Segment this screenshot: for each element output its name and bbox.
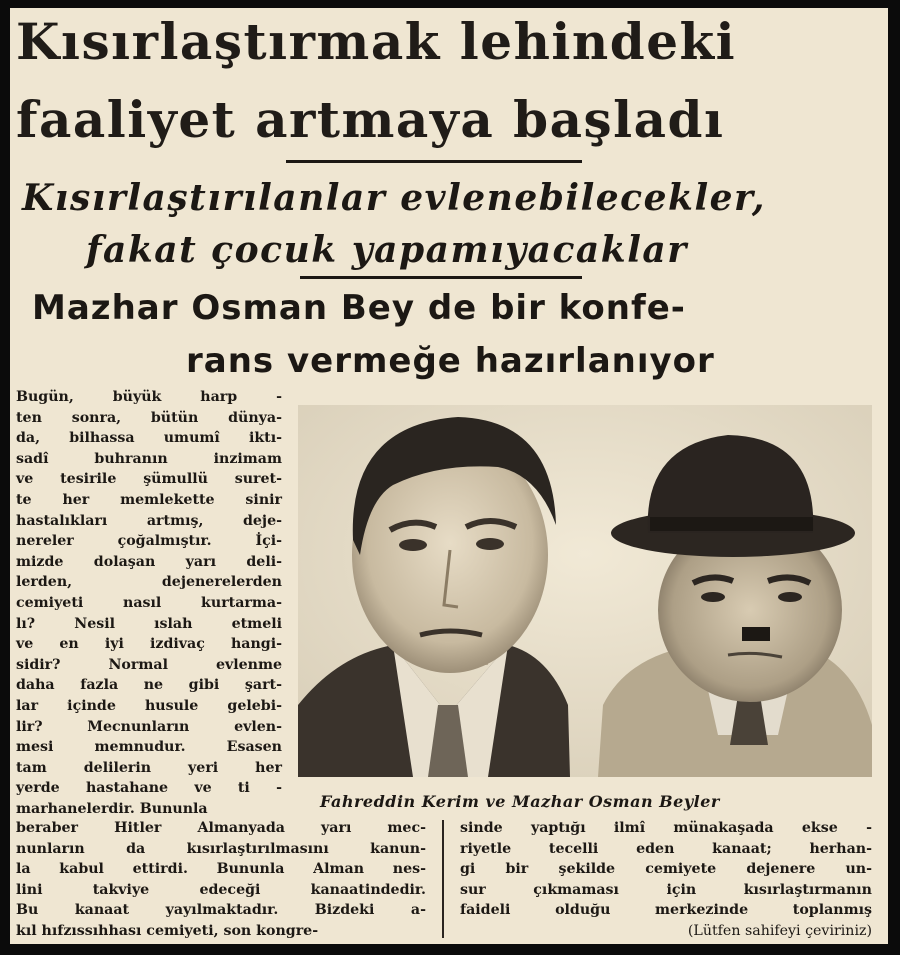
subheadline-line-1: Kısırlaştırılanlar evlenebilecekler, <box>22 177 766 219</box>
text-line: lı? Nesil ıslah etmeli <box>16 615 282 632</box>
text-line: lerden, dejenerelerden <box>16 574 282 591</box>
headline-line-1: Kısırlaştırmak lehindeki <box>16 12 737 71</box>
text-line: beraber Hitler Almanyada yarı mec- <box>16 820 426 836</box>
portrait-photo <box>298 405 872 777</box>
headline-line-2: faaliyet artmaya başladı <box>16 90 725 149</box>
text-line: hastalıkları artmış, deje- <box>16 512 282 529</box>
text-line: Bugün, büyük harp - <box>16 389 282 405</box>
article-left-column <box>16 387 282 819</box>
text-line: kıl hıfzıssıhhası cemiyeti, son kongre- <box>16 922 319 939</box>
article-bottom-left-column <box>16 818 426 942</box>
text-line: (Lütfen sahifeyi çeviriniz) <box>687 922 872 939</box>
text-line: ten sonra, bütün dünya- <box>16 409 282 426</box>
deck-line-2: rans vermeğe hazırlanıyor <box>186 341 715 381</box>
text-line: lar içinde husule gelebi- <box>16 697 282 714</box>
text-line: sinde yaptığı ilmî münakaşada ekse - <box>460 820 872 836</box>
text-line: sadî buhranın inzimam <box>16 450 282 467</box>
text-line: mesi memnudur. Esasen <box>16 739 282 756</box>
text-line: lir? Mecnunların evlen- <box>16 718 282 735</box>
text-line: la kabul ettirdi. Bununla Alman nes- <box>16 861 426 878</box>
text-line: ve tesirile şümullü suret- <box>16 471 282 488</box>
headline-rule <box>286 160 582 163</box>
text-line: daha fazla ne gibi şart- <box>16 677 282 694</box>
text-line: nunların da kısırlaştırılmasını kanun- <box>16 840 426 857</box>
text-line: lini takviye edeceği kanaatindedir. <box>16 881 426 898</box>
text-line: marhanelerdir. Bununla <box>16 800 208 817</box>
text-line: da, bilhassa umumî iktı- <box>16 430 282 447</box>
subheadline-rule <box>300 276 582 279</box>
text-line: yerde hastahane ve ti - <box>16 780 282 797</box>
photo-caption: Fahreddin Kerim ve Mazhar Osman Beyler <box>320 792 720 811</box>
text-line: faideli olduğu merkezinde toplanmış <box>460 902 872 919</box>
text-line: sur çıkmaması için kısırlaştırmanın <box>460 881 872 898</box>
text-line: tam delilerin yeri her <box>16 759 282 776</box>
text-line: nereler çoğalmıştır. İçi- <box>16 533 282 550</box>
column-divider <box>442 820 444 938</box>
text-line: Bu kanaat yayılmaktadır. Bizdeki a- <box>16 902 426 919</box>
subheadline-line-2: fakat çocuk yapamıyacaklar <box>86 229 688 271</box>
text-line: gi bir şekilde cemiyete dejenere un- <box>460 861 872 878</box>
text-line: riyetle tecelli eden kanaat; herhan- <box>460 840 872 857</box>
text-line: mizde dolaşan yarı deli- <box>16 553 282 570</box>
text-line: te her memlekette sinir <box>16 491 282 508</box>
portrait-photo-image <box>298 405 872 777</box>
newspaper-clipping <box>10 8 888 944</box>
article-bottom-right-column <box>460 818 872 942</box>
text-line: sidir? Normal evlenme <box>16 656 282 673</box>
deck-line-1: Mazhar Osman Bey de bir konfe- <box>32 288 686 328</box>
text-line: cemiyeti nasıl kurtarma- <box>16 594 282 611</box>
text-line: ve en iyi izdivaç hangi- <box>16 636 282 653</box>
